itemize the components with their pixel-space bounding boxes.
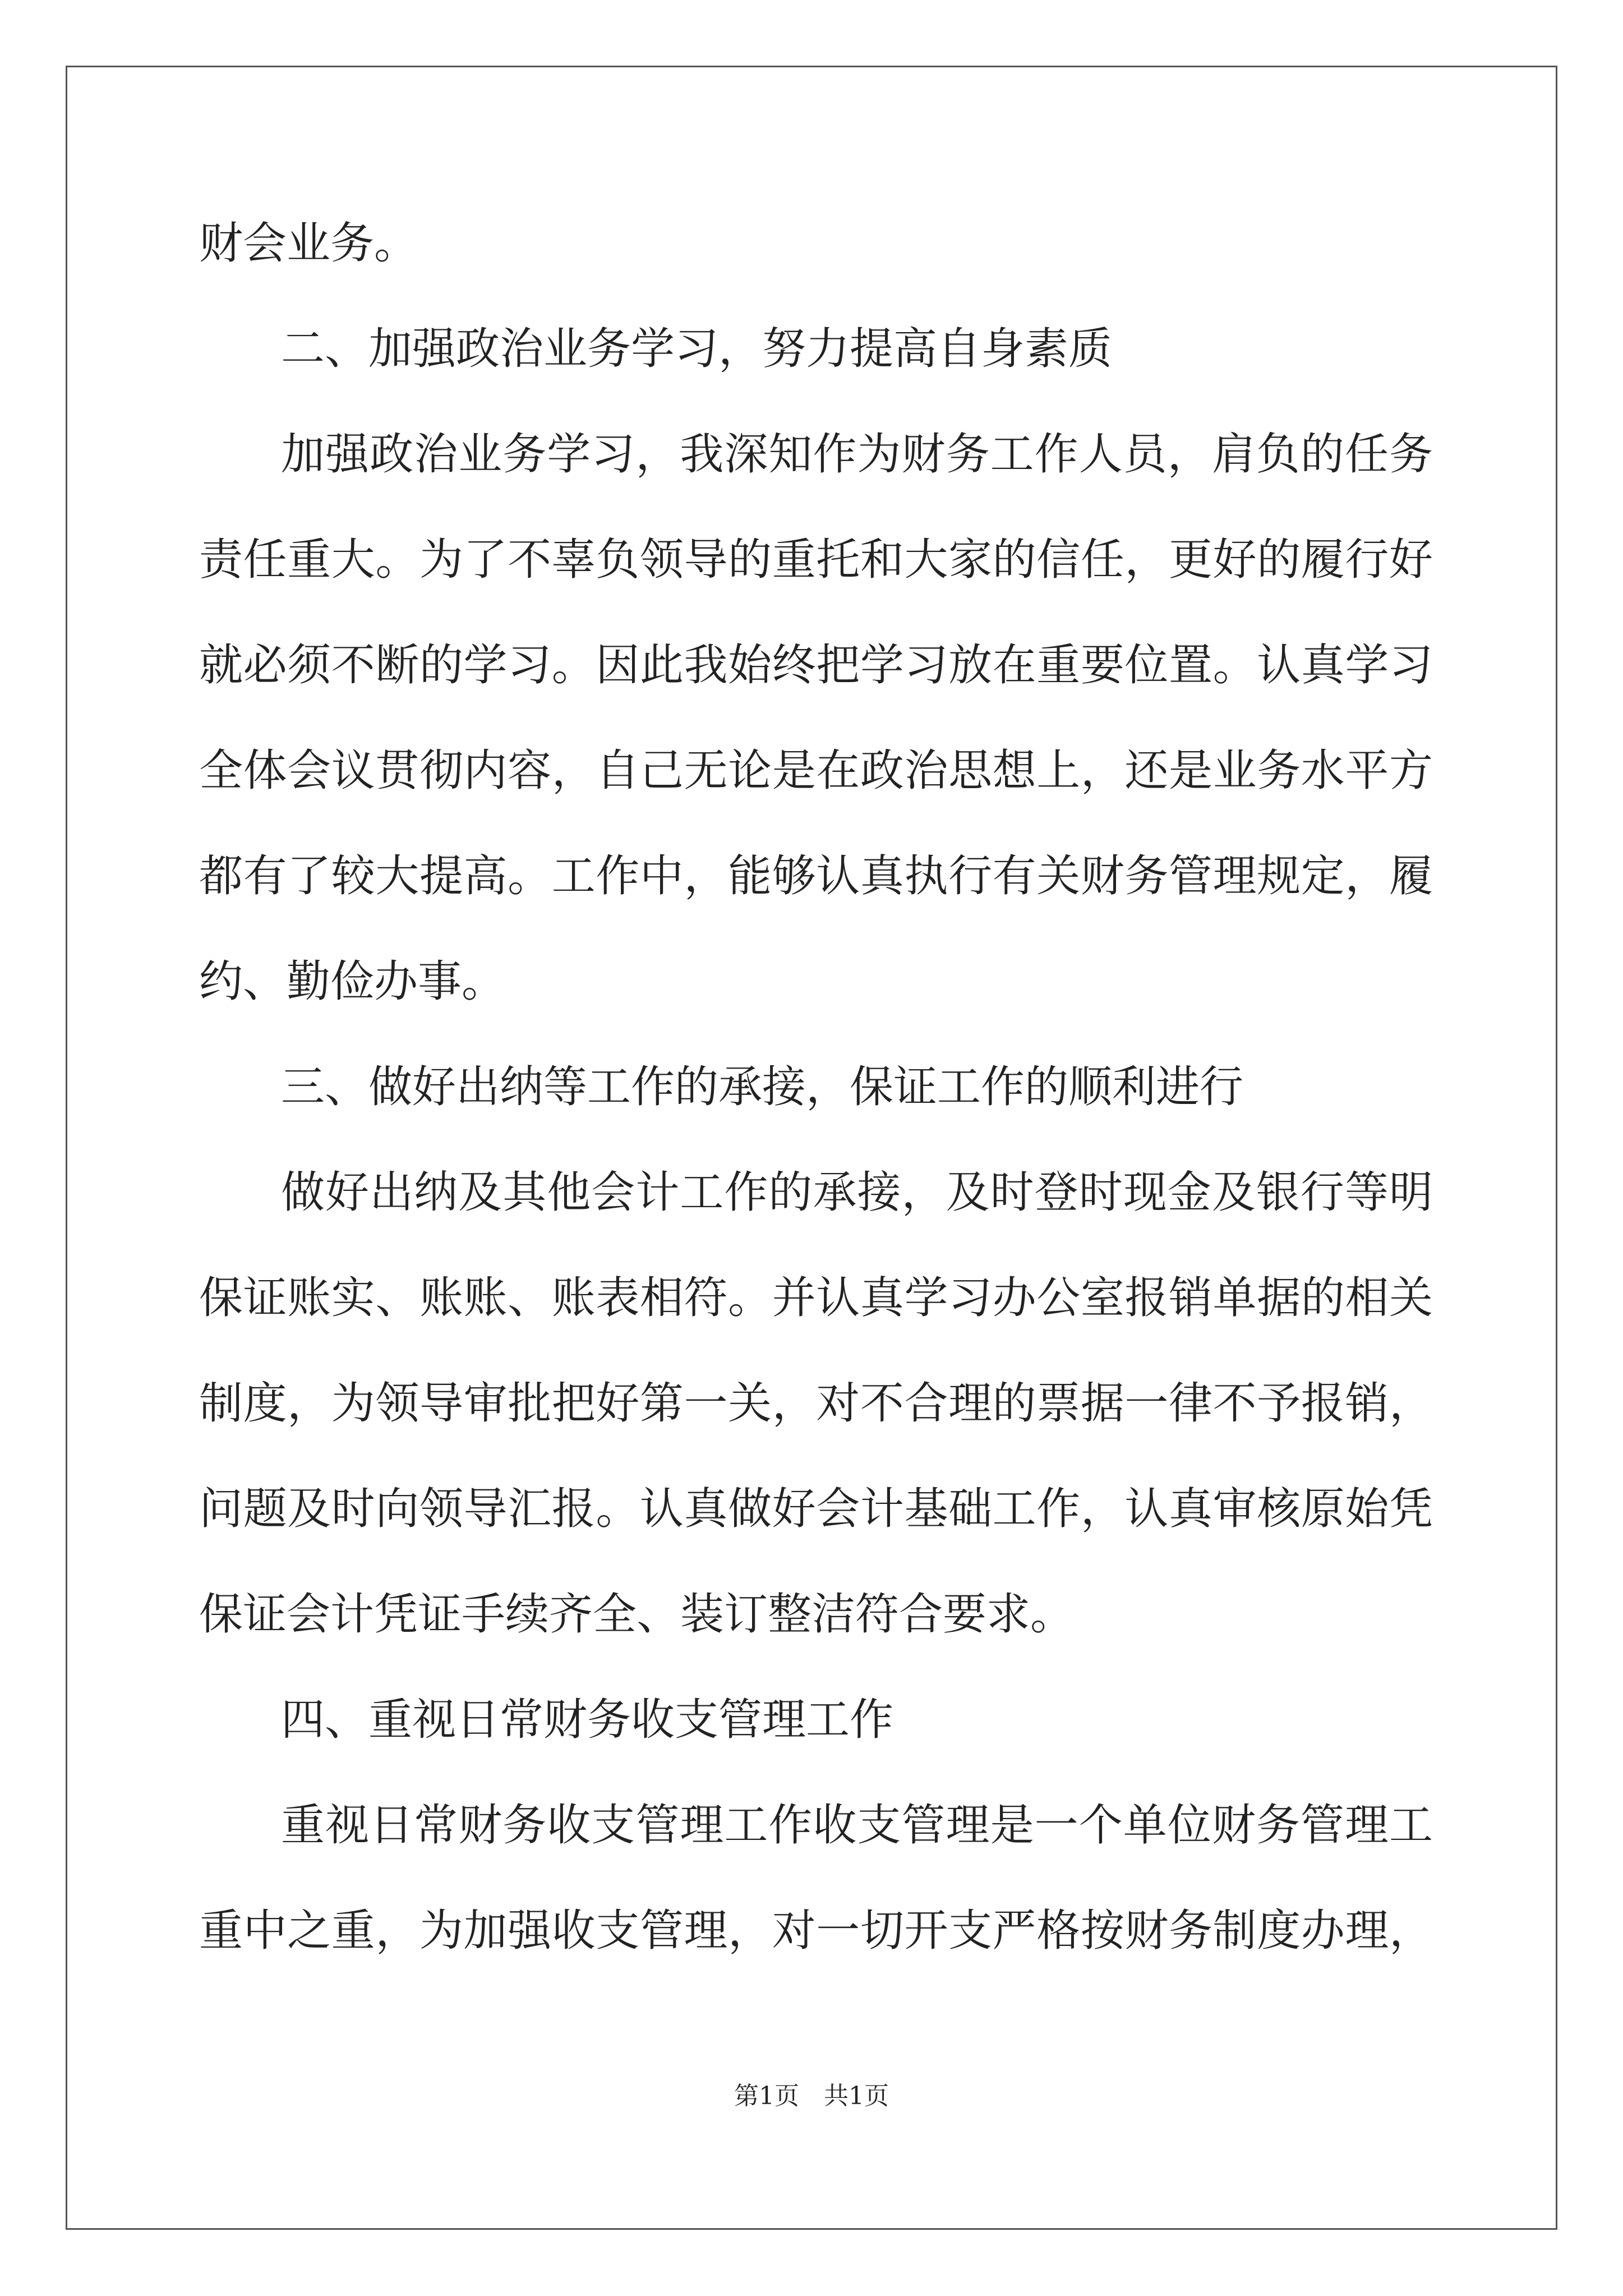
text-line: 重视日常财务收支管理工作收支管理是一个单位财务管理工 xyxy=(281,1800,1433,1851)
text-line: 制度，为领导审批把好第一关，对不合理的票据一律不予报销， xyxy=(199,1378,1433,1429)
text-line: 都有了较大提高。工作中，能够认真执行有关财务管理规定，履 xyxy=(199,851,1433,901)
text-line: 财会业务。 xyxy=(199,218,418,269)
page-footer: 第1页 共1页 xyxy=(734,2082,889,2110)
text-line: 责任重大。为了不辜负领导的重托和大家的信任，更好的履行好 xyxy=(199,535,1433,585)
document-body xyxy=(199,191,1433,1984)
text-line: 保证账实、账账、账表相符。并认真学习办公室报销单据的相关 xyxy=(199,1273,1433,1323)
text-line: 加强政治业务学习，我深知作为财务工作人员，肩负的任务 xyxy=(281,429,1433,480)
text-line: 就必须不断的学习。因此我始终把学习放在重要位置。认真学习 xyxy=(199,640,1433,691)
text-line: 全体会议贯彻内容，自己无论是在政治思想上，还是业务水平方 xyxy=(199,746,1433,796)
text-line: 问题及时向领导汇报。认真做好会计基础工作，认真审核原始凭 xyxy=(199,1484,1433,1534)
text-line: 保证会计凭证手续齐全、装订整洁符合要求。 xyxy=(199,1589,1075,1640)
text-line: 做好出纳及其他会计工作的承接，及时登时现金及银行等明 xyxy=(281,1167,1433,1218)
text-line: 约、勤俭办事。 xyxy=(199,956,506,1007)
text-line: 重中之重，为加强收支管理，对一切开支严格按财务制度办理， xyxy=(199,1906,1433,1956)
text-line: 二、加强政治业务学习，努力提高自身素质 xyxy=(281,324,1113,374)
text-line: 三、做好出纳等工作的承接，保证工作的顺利进行 xyxy=(281,1062,1244,1112)
text-line: 四、重视日常财务收支管理工作 xyxy=(281,1695,894,1745)
